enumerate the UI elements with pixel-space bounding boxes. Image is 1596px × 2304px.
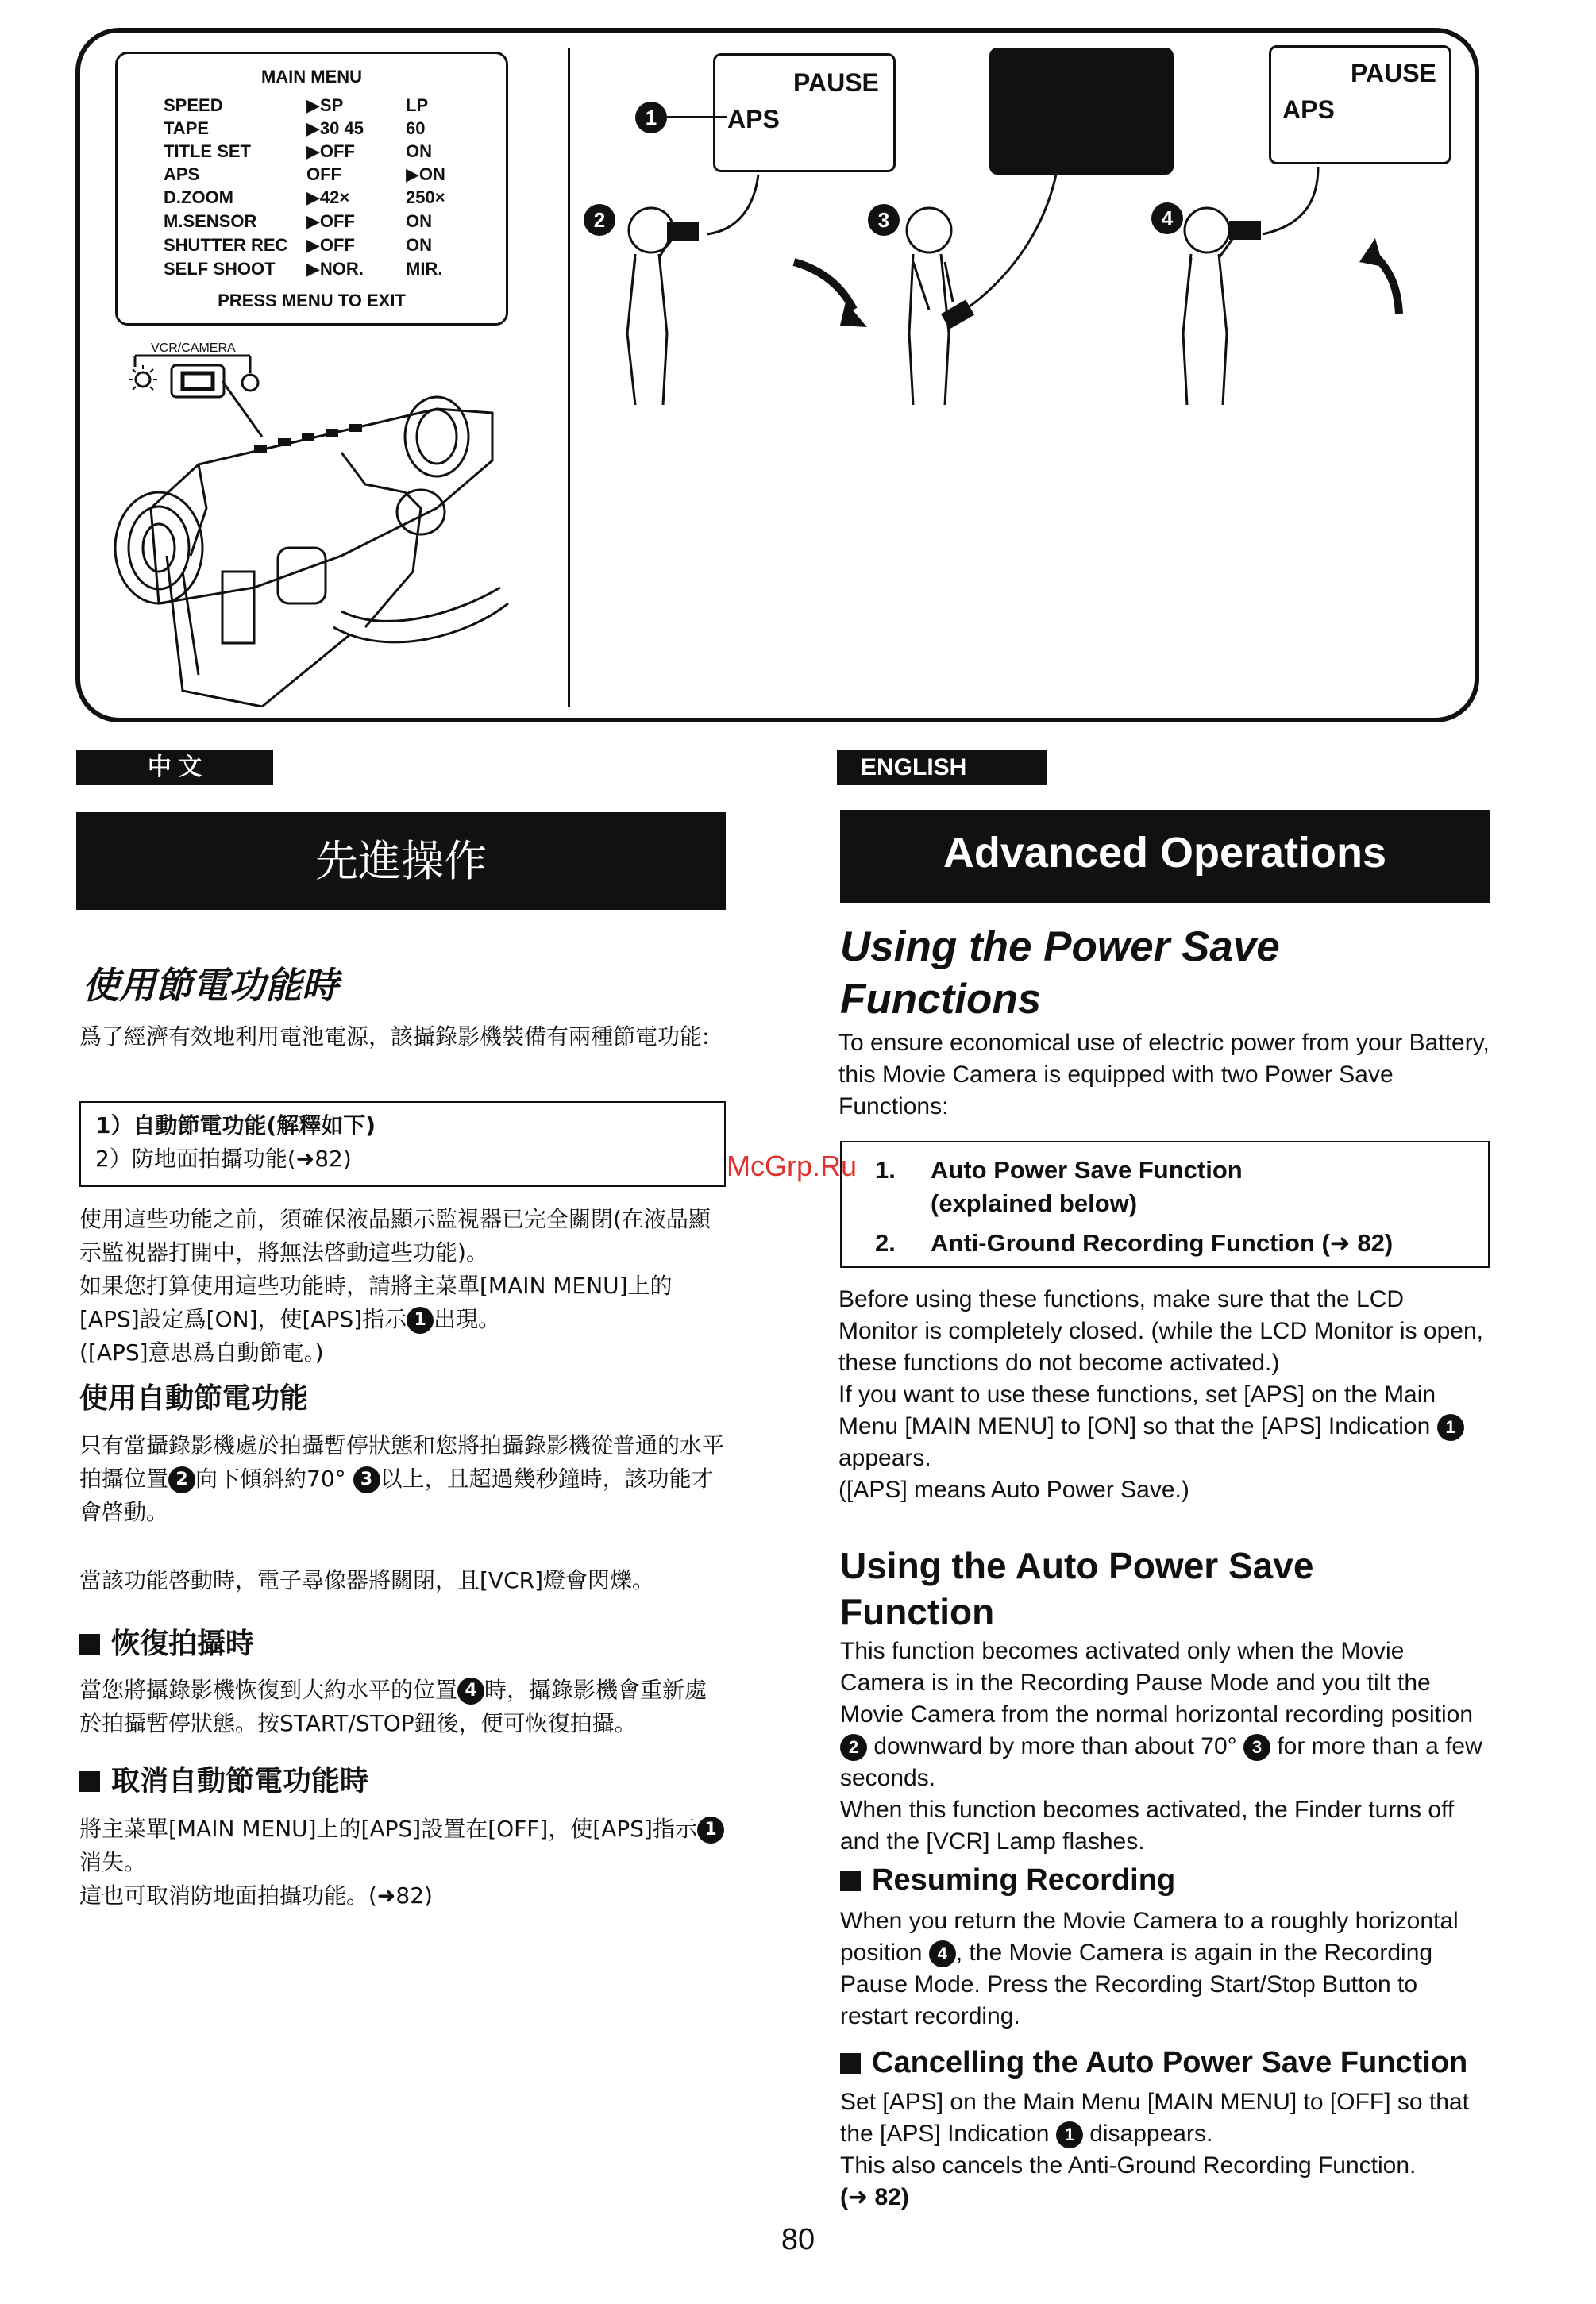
watermark: McGrp.Ru	[727, 1150, 858, 1182]
zh-list-item: 2）防地面拍攝功能(➜82)	[95, 1146, 352, 1172]
zh-heading-resume: 恢復拍攝時	[79, 1621, 254, 1662]
page-number: 80	[781, 2223, 815, 2256]
figure-divider	[568, 48, 570, 707]
en-paragraph: Set [APS] on the Main Menu [MAIN MENU] to [OFF] so that the [APS] Indication 1 disappears. This also cancels the Anti-Ground Recording Function. (➜ 82)	[840, 2089, 1469, 2210]
en-list-item: Anti-Ground Recording Function (➜ 82)	[931, 1229, 1394, 1257]
viewfinder-screen-off	[989, 48, 1174, 175]
en-list-item: Auto Power Save Function (explained below)	[931, 1156, 1243, 1217]
en-paragraph: When this function becomes activated, the Finder turns off and the [VCR] Lamp flashes.	[840, 1797, 1455, 1855]
switch-label: VCR/CAMERA	[151, 341, 236, 355]
zh-heading-power-save: 使用節電功能時	[83, 964, 338, 1007]
zh-title-bar: 先進操作	[76, 812, 726, 910]
menu-row: M.SENSOR ▶OFF ON	[164, 211, 432, 231]
callout-1-inline: 1	[407, 1307, 434, 1334]
menu-row: SPEED ▶SP LP	[164, 95, 429, 115]
menu-title: MAIN MENU	[260, 67, 363, 87]
callout-3: 3	[868, 204, 900, 236]
en-heading-resume: Resuming Recording	[840, 1861, 1175, 1899]
en-heading-cancel: Cancelling the Auto Power Save Function	[840, 2044, 1467, 2082]
viewfinder-screen-resumed: PAUSE APS	[1269, 45, 1451, 164]
zh-heading-cancel: 取消自動節電功能時	[79, 1759, 368, 1799]
english-tag: ENGLISH	[837, 750, 1047, 785]
en-function-list: 1. Auto Power Save Function (explained below) 2. Anti-Ground Recording Function (➜ 82)	[840, 1141, 1490, 1268]
zh-heading-auto: 使用自動節電功能	[79, 1382, 309, 1415]
en-intro: To ensure economical use of electric power from your Battery, this Movie Camera is equipped with two Power Save Functions:	[838, 1030, 1490, 1119]
zh-list-item: 1）自動節電功能(解釋如下)	[95, 1112, 376, 1139]
callout-2: 2	[584, 204, 615, 236]
menu-row: TAPE ▶30 45 60	[164, 118, 426, 138]
zh-paragraph: 使用這些功能之前，須確保液晶顯示監視器已完全關閉(在液晶顯示監視器打開中，將無法啓動這些功能)。 如果您打算使用這些功能時，請將主菜單[MAIN MENU]上的[APS]設定爲[ON]，使[APS]指示 1 出現。 ([APS]意思爲自動節電。)	[79, 1206, 711, 1366]
person-tilt-illustration	[580, 159, 1477, 413]
callout-4: 4	[1151, 202, 1183, 234]
menu-row: TITLE SET ▶OFF ON	[164, 141, 432, 161]
zh-paragraph: 當您將攝錄影機恢復到大約水平的位置 4 時，攝錄影機會重新處於拍攝暫停狀態。按START/STOP鈕後，便可恢復拍攝。	[79, 1677, 707, 1736]
menu-exit-text: PRESS MENU TO EXIT	[218, 291, 406, 310]
viewfinder-screen-pause: PAUSE APS	[713, 53, 896, 172]
chinese-tag: 中 文	[76, 750, 273, 785]
en-paragraph: When you return the Movie Camera to a roughly horizontal position 4 , the Movie Camera is again in the Recording Pause Mode. Press the Recording Start/Stop Button to restart recording.	[840, 1908, 1459, 2029]
en-title-bar: Advanced Operations	[840, 810, 1490, 903]
zh-paragraph: 將主菜單[MAIN MENU]上的[APS]設置在[OFF]，使[APS]指示 1消失。 這也可取消防地面拍攝功能。(➜82)	[79, 1813, 727, 1913]
en-paragraph: This function becomes activated only when the Movie Camera is in the Recording Pause Mode and you tilt the Movie Camera from the normal horizontal recording position 2 downward by more than about 70° 3 for more than a few seconds.	[840, 1638, 1482, 1791]
zh-intro: 爲了經濟有效地利用電池電源，該攝錄影機裝備有兩種節電功能:	[79, 1023, 710, 1050]
menu-row-aps: APS OFF ▶ON	[164, 164, 445, 184]
en-paragraph: Before using these functions, make sure that the LCD Monitor is completely closed. (while the LCD Monitor is open, these functions do not become activated.) If you want to use these functions, set [APS] on the Main Menu [MAIN MENU] to [ON] so that the [APS] Indication 1 appears. ([APS] means Auto Power Save.)	[838, 1286, 1484, 1503]
en-heading-power-save: Using the Power Save Functions	[840, 923, 1280, 1023]
callout-1-leader	[667, 116, 727, 118]
menu-row: D.ZOOM ▶42× 250×	[164, 187, 445, 207]
en-heading-auto: Using the Auto Power Save Function	[840, 1545, 1314, 1632]
camcorder-illustration	[103, 373, 548, 707]
main-menu-screen	[115, 52, 508, 326]
zh-paragraph: 當該功能啓動時，電子尋像器將關閉，且[VCR]燈會閃爍。	[79, 1567, 655, 1593]
zh-function-list	[79, 1101, 726, 1187]
menu-row: SELF SHOOT ▶NOR. MIR.	[164, 259, 443, 279]
zh-paragraph: 只有當攝錄影機處於拍攝暫停狀態和您將拍攝錄影機從普通的水平拍攝位置 2 向下傾斜約70° 3 以上，且超過幾秒鐘時，該功能才會啓動。	[79, 1432, 725, 1525]
callout-1: 1	[635, 102, 667, 133]
menu-row: SHUTTER REC ▶OFF ON	[164, 235, 432, 255]
